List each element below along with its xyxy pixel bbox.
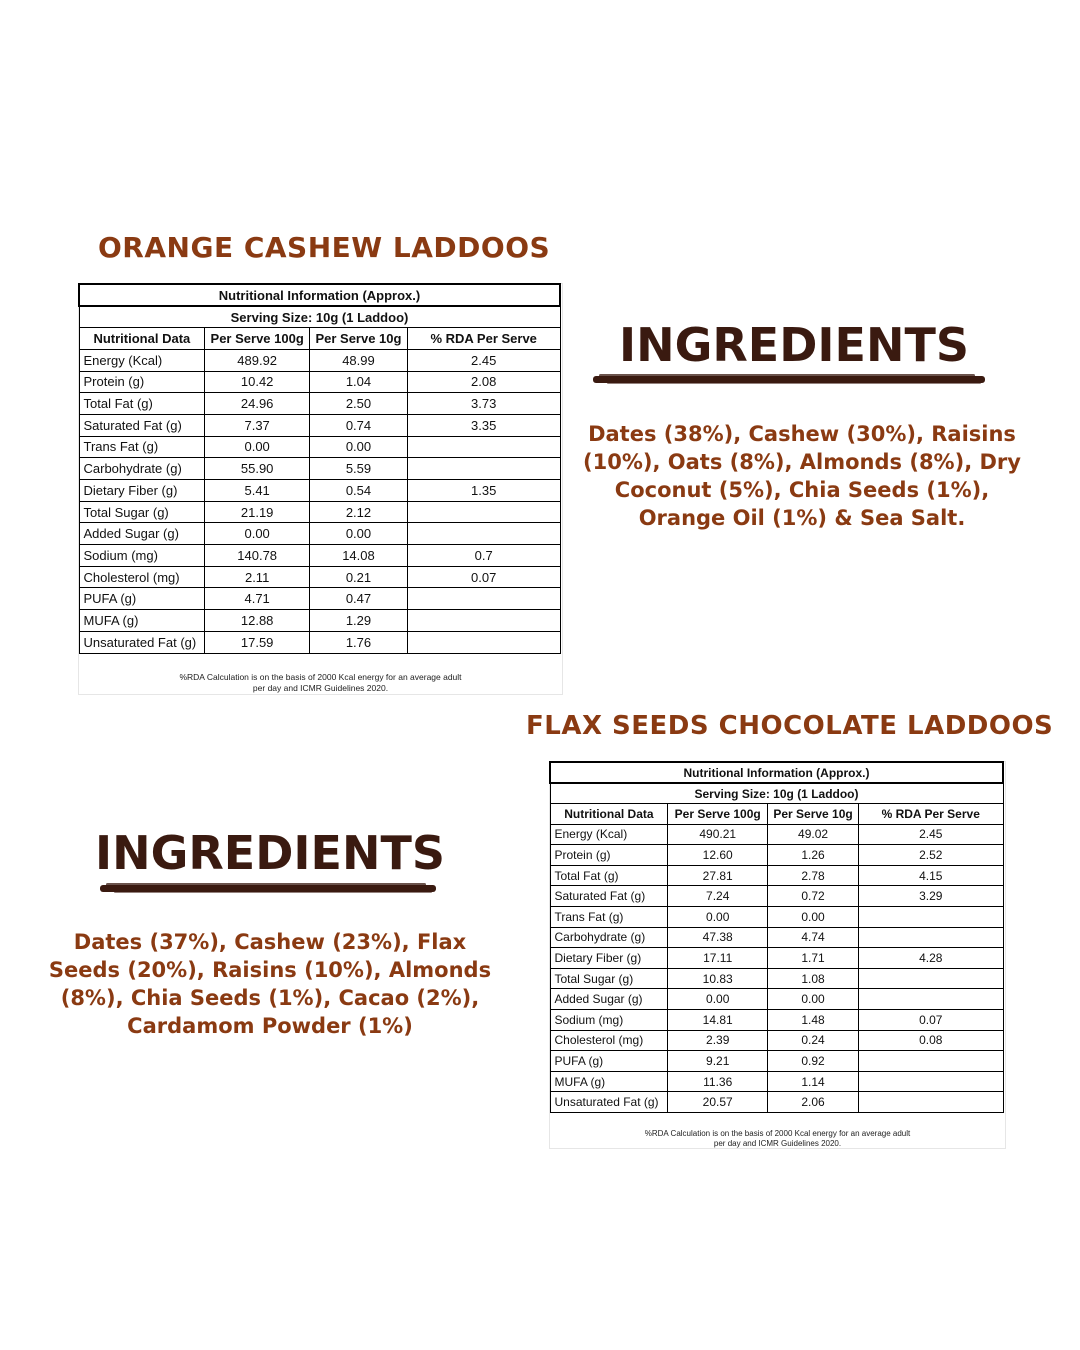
nutrient-value: 0.74 [310, 414, 408, 436]
nutrient-value [858, 927, 1003, 948]
nutrient-label: Dietary Fiber (g) [550, 948, 668, 969]
nutrient-label: Energy (Kcal) [79, 349, 205, 371]
nutrient-value: 0.08 [858, 1030, 1003, 1051]
nutrient-value [407, 458, 560, 480]
product1-ingredients-text: Dates (38%), Cashew (30%), Raisins (10%), Oats (8%), Almonds (8%), Dry Coconut (5%), Chia Seeds (1%), Orange Oil (1%) & Sea Salt. [583, 422, 1021, 530]
product2-ingredients-text: Dates (37%), Cashew (23%), Flax Seeds (20%), Raisins (10%), Almonds (8%), Chia Seeds (1%), Cacao (2%), Cardamom Powder (1%) [48, 930, 492, 1038]
nutrient-value: 17.11 [668, 948, 768, 969]
nutrient-label: Unsaturated Fat (g) [550, 1092, 668, 1113]
table-row [550, 948, 1003, 969]
table-row [550, 1071, 1003, 1092]
nutrient-value: 3.35 [407, 414, 560, 436]
table-row [550, 865, 1003, 886]
nutrient-value: 490.21 [668, 824, 768, 845]
column-header: % RDA Per Serve [407, 328, 560, 350]
table-row [550, 927, 1003, 948]
column-header: Per Serve 100g [668, 804, 768, 825]
nutrient-label: Dietary Fiber (g) [79, 480, 205, 502]
table-row [550, 1092, 1003, 1113]
nutrient-value: 12.60 [668, 845, 768, 866]
nutrient-value: 2.78 [768, 865, 859, 886]
table-header: Nutritional Information (Approx.) [79, 284, 560, 306]
table-row [79, 371, 560, 393]
nutrient-value [858, 907, 1003, 928]
nutrient-label: MUFA (g) [79, 610, 205, 632]
nutrient-value: 10.42 [205, 371, 310, 393]
nutrient-label: Carbohydrate (g) [79, 458, 205, 480]
nutrient-value: 1.29 [310, 610, 408, 632]
nutrient-value: 0.00 [205, 436, 310, 458]
nutrient-label: Sodium (mg) [550, 1010, 668, 1031]
nutrient-value: 3.29 [858, 886, 1003, 907]
nutrient-label: MUFA (g) [550, 1071, 668, 1092]
table-row [79, 349, 560, 371]
table-header-row [79, 284, 560, 306]
nutrient-value: 0.00 [310, 436, 408, 458]
table-row [79, 588, 560, 610]
product2-ingredients-heading: INGREDIENTS [95, 826, 445, 880]
nutrient-label: Trans Fat (g) [550, 907, 668, 928]
table-row [550, 1030, 1003, 1051]
product2-nutrition-table [549, 761, 1004, 1113]
product1-ingredients-heading: INGREDIENTS [619, 318, 969, 372]
table-row [550, 1010, 1003, 1031]
nutrient-label: Protein (g) [79, 371, 205, 393]
nutrient-value: 11.36 [668, 1071, 768, 1092]
nutrient-label: Total Fat (g) [550, 865, 668, 886]
column-header: Per Serve 10g [768, 804, 859, 825]
nutrient-value: 20.57 [668, 1092, 768, 1113]
nutrient-value [858, 989, 1003, 1010]
table-row [79, 610, 560, 632]
nutrient-value: 2.45 [407, 349, 560, 371]
nutrient-value: 4.15 [858, 865, 1003, 886]
nutrient-label: Cholesterol (mg) [79, 566, 205, 588]
nutrient-value: 2.39 [668, 1030, 768, 1051]
nutrient-label: PUFA (g) [550, 1051, 668, 1072]
nutrient-value [407, 588, 560, 610]
nutrient-label: Total Fat (g) [79, 393, 205, 415]
nutrient-label: Added Sugar (g) [550, 989, 668, 1010]
nutrient-value: 1.48 [768, 1010, 859, 1031]
nutrient-value: 1.04 [310, 371, 408, 393]
nutrient-value: 21.19 [205, 501, 310, 523]
column-header: Nutritional Data [550, 804, 668, 825]
nutrient-value: 27.81 [668, 865, 768, 886]
nutrient-label: Total Sugar (g) [79, 501, 205, 523]
nutrient-value: 2.52 [858, 845, 1003, 866]
nutrient-value: 14.81 [668, 1010, 768, 1031]
column-header: Per Serve 10g [310, 328, 408, 350]
nutrient-value [858, 968, 1003, 989]
nutrient-value: 0.72 [768, 886, 859, 907]
nutrient-label: Total Sugar (g) [550, 968, 668, 989]
nutrient-value: 0.00 [668, 907, 768, 928]
table-row [550, 907, 1003, 928]
nutrient-value: 0.21 [310, 566, 408, 588]
nutrient-value [407, 523, 560, 545]
nutrient-value: 17.59 [205, 631, 310, 653]
nutrient-value: 2.08 [407, 371, 560, 393]
nutrient-value: 0.47 [310, 588, 408, 610]
nutrient-value: 0.7 [407, 545, 560, 567]
nutrient-value: 2.45 [858, 824, 1003, 845]
nutrient-label: Trans Fat (g) [79, 436, 205, 458]
product2-nutrition-panel [549, 761, 1006, 1149]
table-row [550, 968, 1003, 989]
nutrient-value: 14.08 [310, 545, 408, 567]
table-row [79, 566, 560, 588]
nutrient-label: Carbohydrate (g) [550, 927, 668, 948]
nutrient-value [858, 1051, 1003, 1072]
table-row [79, 501, 560, 523]
nutrient-value: 1.71 [768, 948, 859, 969]
nutrient-label: Saturated Fat (g) [79, 414, 205, 436]
nutrient-value: 3.73 [407, 393, 560, 415]
serving-size: Serving Size: 10g (1 Laddoo) [550, 783, 1003, 804]
nutrient-value: 2.06 [768, 1092, 859, 1113]
nutrient-value: 2.50 [310, 393, 408, 415]
nutrient-value: 0.07 [858, 1010, 1003, 1031]
nutrient-value: 1.35 [407, 480, 560, 502]
table-row [79, 523, 560, 545]
table-row [550, 1051, 1003, 1072]
nutrient-value: 0.24 [768, 1030, 859, 1051]
nutrient-value: 0.00 [768, 989, 859, 1010]
nutrient-value: 140.78 [205, 545, 310, 567]
serving-row [550, 783, 1003, 804]
nutrient-value: 0.07 [407, 566, 560, 588]
nutrient-value [407, 631, 560, 653]
nutrient-value: 0.00 [768, 907, 859, 928]
serving-row [79, 306, 560, 328]
table-row [79, 458, 560, 480]
nutrient-label: Unsaturated Fat (g) [79, 631, 205, 653]
table-row [550, 886, 1003, 907]
table-header-row [550, 762, 1003, 783]
nutrient-value: 9.21 [668, 1051, 768, 1072]
nutrient-value: 47.38 [668, 927, 768, 948]
product1-nutrition-table [78, 283, 561, 654]
nutrient-label: Protein (g) [550, 845, 668, 866]
nutrient-value: 10.83 [668, 968, 768, 989]
product1-brush-underline [593, 376, 985, 383]
nutrient-value [407, 610, 560, 632]
nutrient-value: 4.74 [768, 927, 859, 948]
table-row [79, 480, 560, 502]
nutrient-value: 1.76 [310, 631, 408, 653]
nutrient-value [858, 1092, 1003, 1113]
nutrient-value: 4.71 [205, 588, 310, 610]
nutrient-value: 1.14 [768, 1071, 859, 1092]
nutrient-value: 4.28 [858, 948, 1003, 969]
nutrient-label: Added Sugar (g) [79, 523, 205, 545]
column-header: % RDA Per Serve [858, 804, 1003, 825]
table-row [550, 989, 1003, 1010]
table-row [79, 545, 560, 567]
nutrient-label: Cholesterol (mg) [550, 1030, 668, 1051]
nutrient-value: 0.92 [768, 1051, 859, 1072]
table-row [550, 824, 1003, 845]
nutrient-value [407, 436, 560, 458]
nutrient-value: 0.54 [310, 480, 408, 502]
nutrient-value: 24.96 [205, 393, 310, 415]
nutrient-value: 489.92 [205, 349, 310, 371]
table-row [79, 436, 560, 458]
column-header-row [79, 328, 560, 350]
column-header: Per Serve 100g [205, 328, 310, 350]
nutrient-label: Sodium (mg) [79, 545, 205, 567]
nutrient-value: 7.24 [668, 886, 768, 907]
nutrient-value: 0.00 [310, 523, 408, 545]
table-header: Nutritional Information (Approx.) [550, 762, 1003, 783]
column-header: Nutritional Data [79, 328, 205, 350]
nutrient-value: 2.11 [205, 566, 310, 588]
nutrient-label: PUFA (g) [79, 588, 205, 610]
product2-title: FLAX SEEDS CHOCOLATE LADDOOS [526, 711, 1054, 741]
nutrient-value: 5.41 [205, 480, 310, 502]
table-row [550, 845, 1003, 866]
nutrient-value: 0.00 [668, 989, 768, 1010]
table-row [79, 631, 560, 653]
serving-size: Serving Size: 10g (1 Laddoo) [79, 306, 560, 328]
nutrient-value: 2.12 [310, 501, 408, 523]
nutrient-value: 1.08 [768, 968, 859, 989]
nutrient-value: 55.90 [205, 458, 310, 480]
product1-nutrition-panel [78, 283, 563, 695]
nutrient-label: Saturated Fat (g) [550, 886, 668, 907]
table-row [79, 393, 560, 415]
column-header-row [550, 804, 1003, 825]
nutrient-value [858, 1071, 1003, 1092]
table-row [79, 414, 560, 436]
nutrient-value: 48.99 [310, 349, 408, 371]
nutrient-value: 12.88 [205, 610, 310, 632]
nutrient-value: 1.26 [768, 845, 859, 866]
product1-rda-note: %RDA Calculation is on the basis of 2000 Kcal energy for an average adult per day and ICMR Guidelines 2020. [179, 672, 462, 693]
product2-brush-underline [100, 885, 436, 892]
nutrient-value: 0.00 [205, 523, 310, 545]
nutrient-value: 7.37 [205, 414, 310, 436]
nutrient-value: 49.02 [768, 824, 859, 845]
nutrient-label: Energy (Kcal) [550, 824, 668, 845]
product1-title: ORANGE CASHEW LADDOOS [98, 231, 551, 264]
product2-rda-note: %RDA Calculation is on the basis of 2000 Kcal energy for an average adult per day and ICMR Guidelines 2020. [644, 1129, 911, 1148]
nutrient-value: 5.59 [310, 458, 408, 480]
nutrient-value [407, 501, 560, 523]
